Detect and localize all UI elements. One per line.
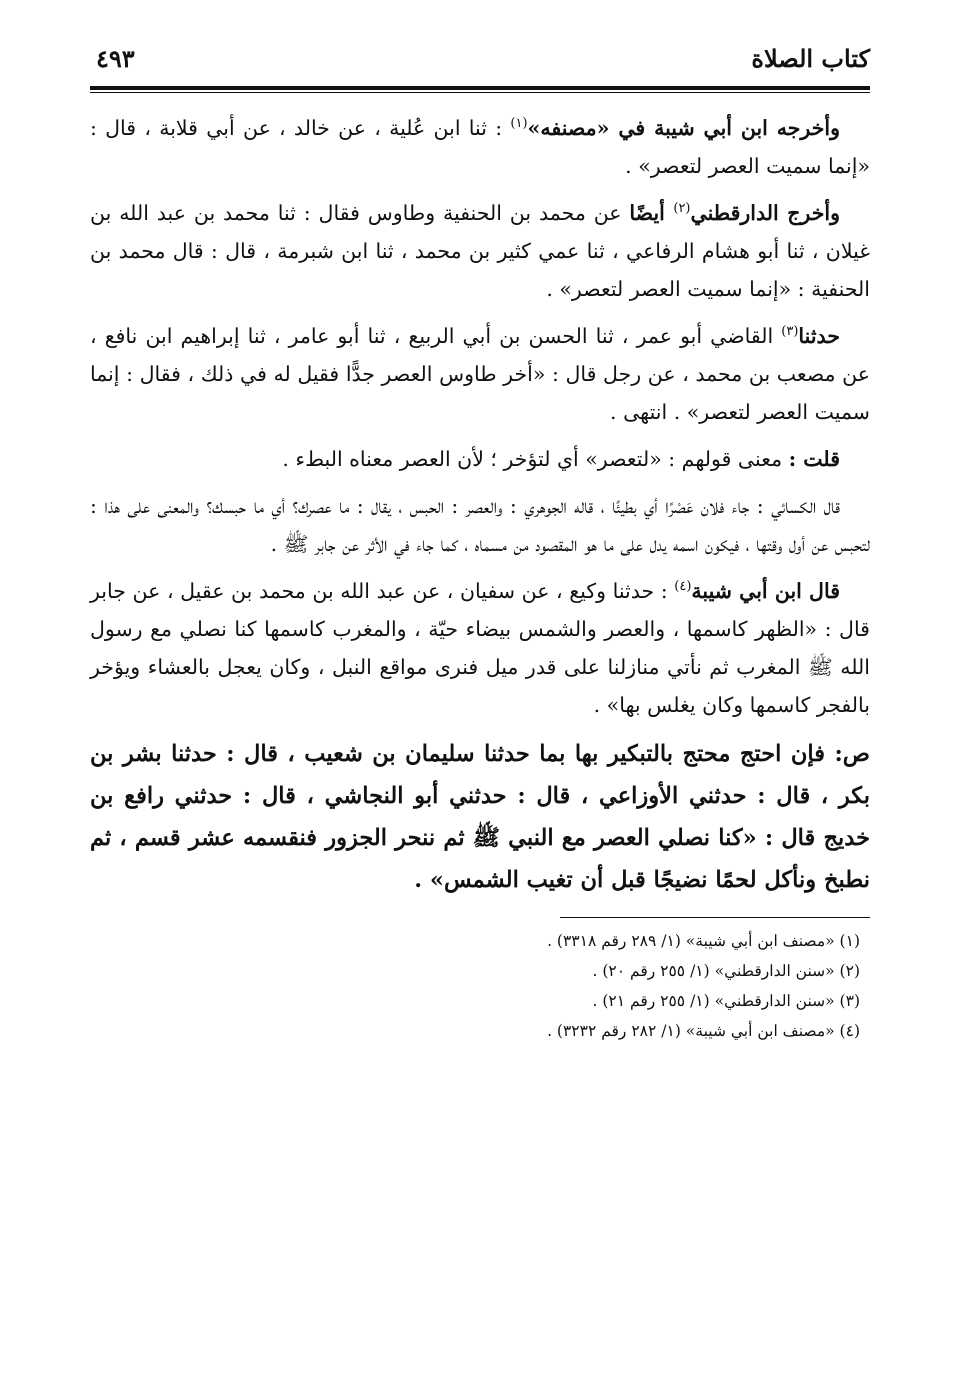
page-header	[90, 40, 870, 84]
paragraph-lead: وأخرجه ابن أبي شيبة في «مصنفه»	[527, 116, 840, 140]
header-rule-thick	[90, 86, 870, 90]
footnote-separator	[560, 917, 870, 918]
footnote-ref-4: (٤)	[674, 579, 692, 595]
paragraph-body: معنى قولهم : «لتعصر» أي لتؤخر ؛ لأن العصر معناه البطء .	[282, 447, 789, 471]
paragraph-body: : ثنا ابن عُلية ، عن خالد ، عن أبي قلابة ، قال : «إنما سميت العصر لتعصر» .	[90, 116, 870, 178]
footnote-1: (١) «مصنف ابن أبي شيبة» (١/ ٢٨٩ رقم ٣٣١٨) .	[547, 932, 860, 950]
paragraph-body: : حدثنا وكيع ، عن سفيان ، عن عبد الله بن محمد بن عقيل ، عن جابر قال : «الظهر كاسمها ، والعصر والشمس بيضاء حيّة ، والمغرب كاسمها كنا نصلي مع رسول الله ﷺ المغرب ثم نأتي منازلنا على قدر ميل فنرى مواقع النبل ، وكان يعجل بالعشاء ويؤخر بالفجر كاسمها وكان يغلس بها» .	[90, 579, 870, 717]
book-page	[90, 40, 870, 1046]
footnote-ref-3: (٣)	[781, 324, 799, 340]
paragraph-ibn-abi-shayba-1	[90, 109, 870, 185]
footnote-ref-2: (٢)	[673, 201, 691, 217]
page-number: ٤٩٣	[96, 44, 135, 73]
paragraph-body: القاضي أبو عمر ، ثنا الحسن بن أبي الربيع ، ثنا أبو عامر ، ثنا إبراهيم ابن نافع ، عن مصعب بن محمد ، عن رجل قال : «أخر طاوس العصر جدًّا فقيل له في ذلك ، فقال : إنما سميت العصر لتعصر» . انتهى .	[90, 324, 870, 424]
paragraph-daraqutni	[90, 194, 870, 308]
paragraph-lead: حدثنا	[798, 324, 840, 348]
paragraph-lead: وأخرج الدارقطني	[690, 201, 840, 225]
footnote-3: (٣) «سنن الدارقطني» (١/ ٢٥٥ رقم ٢١) .	[592, 992, 860, 1010]
main-text	[90, 109, 870, 901]
matn-paragraph: ص: فإن احتج محتج بالتبكير بها بما حدثنا سليمان بن شعيب ، قال : حدثنا بشر بن بكر ، قال : حدثني الأوزاعي ، قال : حدثني أبو النجاشي ، قال : حدثني رافع بن خديج قال : «كنا نصلي العصر مع النبي ﷺ ثم ننحر الجزور فنقسمه عشر قسم ، ثم نطبخ ونأكل لحمًا نضيجًا قبل أن تغيب الشمس» .	[90, 741, 870, 893]
paragraph-body: قال الكسائي : جاء فلان عَصْرًا أي بطيئًا ، قاله الجوهري : والعصر : الحبس ، يقال : ما عصرك؟ أي ما حبسك؟ والمعنى على هذا : لتحبس عن أول وقتها ، فيكون اسمه يدل على ما هو المقصود من مسماه ، كما جاء في الأثر عن جابر ﷺ .	[90, 494, 870, 556]
paragraph-lead: قال ابن أبي شيبة	[691, 579, 840, 603]
paragraph-ibn-abi-shayba-2	[90, 572, 870, 724]
paragraph-qultu	[90, 440, 870, 478]
paragraph-haddathana	[90, 317, 870, 431]
footnotes	[90, 926, 870, 1046]
paragraph-lead: قلت :	[788, 447, 840, 471]
header-rule-thin	[90, 92, 870, 93]
footnote-ref-1: (١)	[510, 116, 528, 132]
footnote-2: (٢) «سنن الدارقطني» (١/ ٢٥٥ رقم ٢٠) .	[592, 962, 860, 980]
paragraph-body: عن محمد بن الحنفية وطاوس فقال : ثنا محمد بن عبد الله بن غيلان ، ثنا أبو هشام الرفاعي ، ثنا عمي كثير بن محمد ، ثنا ابن شبرمة ، قال : قال محمد بن الحنفية : «إنما سميت العصر لتعصر» .	[90, 201, 870, 301]
paragraph-kisai	[90, 487, 870, 563]
running-title: كتاب الصلاة	[751, 44, 870, 73]
paragraph-lead-aydan: أيضًا	[629, 201, 674, 225]
footnote-4: (٤) «مصنف ابن أبي شيبة» (١/ ٢٨٢ رقم ٣٢٣٢) .	[547, 1022, 860, 1040]
